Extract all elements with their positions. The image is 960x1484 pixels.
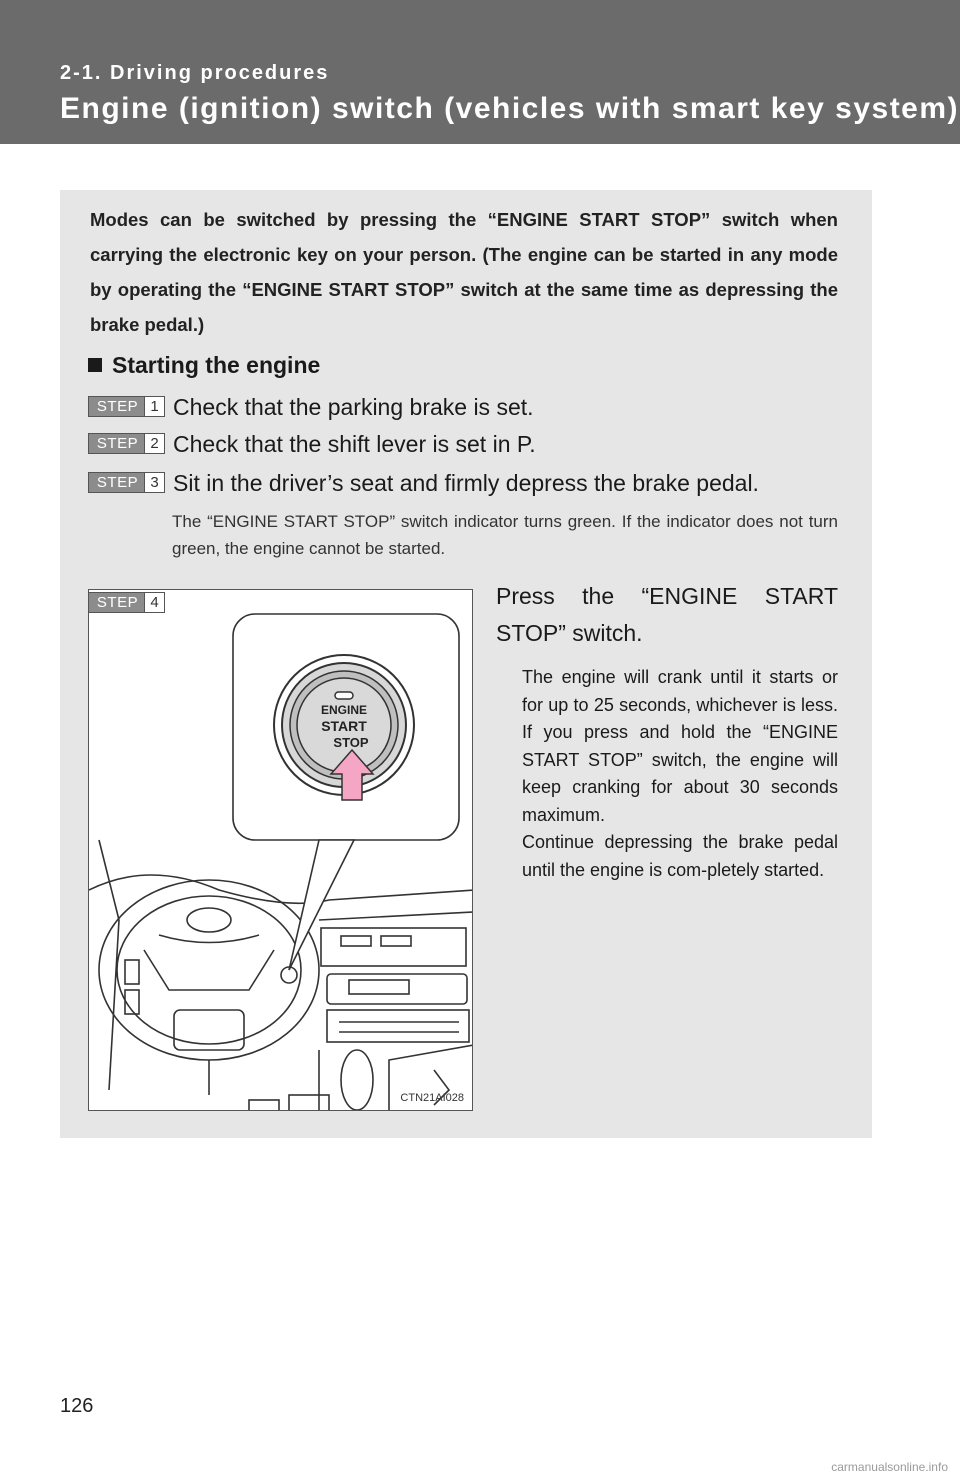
step-4-note-2: Continue depressing the brake pedal until the engine is com-pletely started. [522,832,838,880]
subheading [88,352,320,379]
square-bullet-icon [88,358,102,372]
step-number: 2 [144,434,164,453]
button-label-stop: STOP [333,735,369,750]
step-text: Sit in the driver’s seat and firmly depress the brake pedal. [173,470,759,496]
step-badge [88,472,165,493]
step-4-text [496,578,838,652]
step-4-line-2: STOP” switch. [496,620,643,646]
page-title: Engine (ignition) switch (vehicles with smart key system) [60,92,960,125]
step-number: 3 [144,473,164,492]
step-label: STEP [89,593,146,612]
button-label-start: START [321,718,367,734]
step-4-line-1: Press the “ENGINE START [496,583,838,609]
subheading-text: Starting the engine [112,352,321,378]
page-number: 126 [60,1395,94,1417]
step-4-note [522,664,838,884]
dashboard-illustration [88,589,473,1111]
step-4-note-1: The engine will crank until it starts or for up to 25 seconds, whichever is less. If you press and hold the “ENGINE START STOP” switch, the engine will keep cranking for about 30 seconds maximum. [522,667,838,825]
step-3-note: The “ENGINE START STOP” switch indicator turns green. If the indicator does not turn green, the engine cannot be started. [172,512,838,558]
dashboard-drawing [89,590,473,1111]
page-header [0,0,960,144]
step-text: Check that the shift lever is set in P. [173,431,536,457]
intro-paragraph: Modes can be switched by pressing the “ENGINE START STOP” switch when carrying the electronic key on your person. (The engine can be started in any mode by operating the “ENGINE START STOP” switch at the same time as depressing the brake pedal.) [90,209,838,335]
step-number: 1 [144,397,164,416]
step-4-badge [88,592,165,613]
section-title: 2-1. Driving procedures [60,62,330,84]
step-badge [88,433,165,454]
figure-code: CTN21AI028 [400,1092,464,1104]
step-number: 4 [144,593,164,612]
step-label: STEP [89,397,146,416]
step-label: STEP [89,434,146,453]
step-badge [88,396,165,417]
step-text: Check that the parking brake is set. [173,394,534,420]
watermark: carmanualsonline.info [831,1460,948,1474]
button-label-engine: ENGINE [320,703,368,717]
step-label: STEP [89,473,146,492]
